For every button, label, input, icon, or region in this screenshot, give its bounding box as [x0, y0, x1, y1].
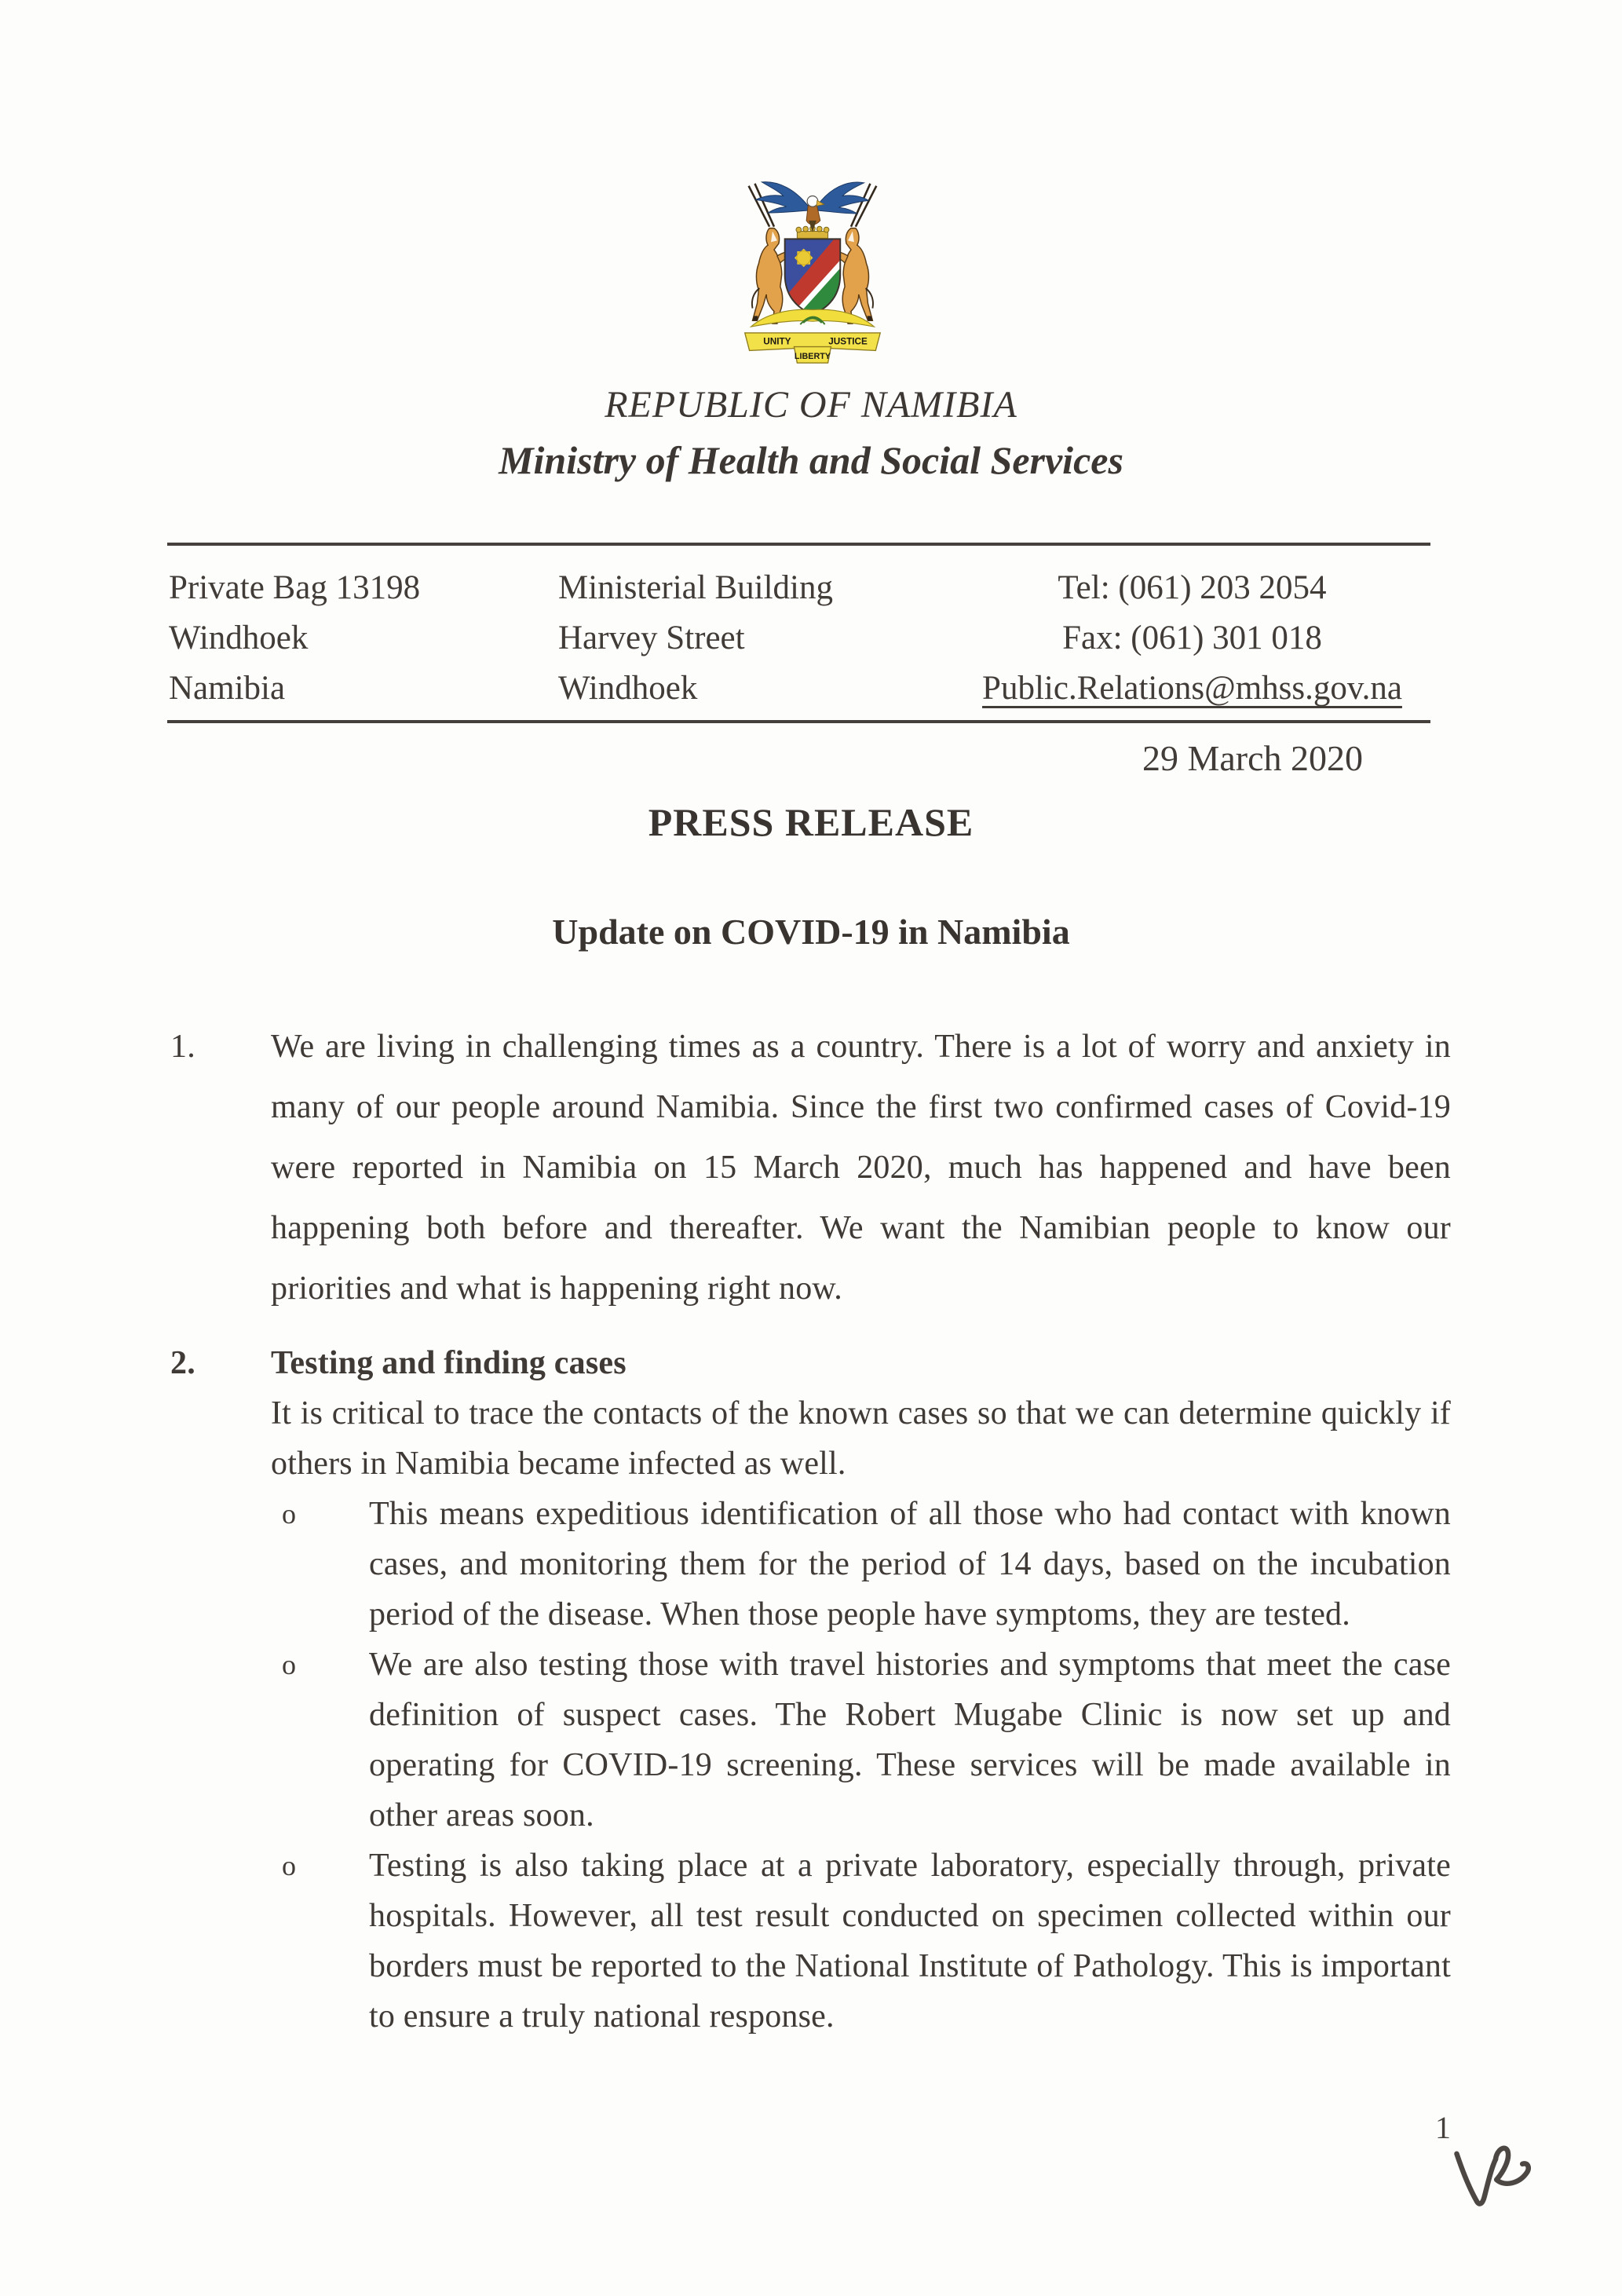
- numbered-section-2: [170, 1338, 1451, 2042]
- paragraph-text: We are living in challenging times as a country. There is a lot of worry and anxiety in many of our people around Namibia. Since the first two confirmed cases of Covid-19 were reported in Namibia on 15 March 2020, much has happened and have been happening both before and thereafter. We want the Namibian people to know our priorities and what is happening right now.: [271, 1029, 1451, 1307]
- fax-line: Fax: (061) 301 018: [1062, 620, 1322, 656]
- motto-banner: [745, 333, 880, 363]
- handwritten-initials: [1449, 2139, 1542, 2231]
- address-line: Private Bag 13198: [169, 569, 421, 606]
- postal-address: [169, 563, 558, 714]
- header-rule-top: [167, 543, 1430, 546]
- signature-icon: [1449, 2139, 1542, 2227]
- email-address: Public.Relations@mhss.gov.na: [982, 670, 1402, 707]
- document-subtitle: Update on COVID-19 in Namibia: [552, 912, 1070, 952]
- contact-block: [169, 563, 1429, 714]
- bullet-marker: o: [282, 1649, 297, 1680]
- tel-line: Tel: (061) 203 2054: [1058, 569, 1327, 606]
- ministry-title: Ministry of Health and Social Services: [499, 438, 1123, 482]
- page-number: 1: [1435, 2110, 1451, 2145]
- address-line: Ministerial Building: [558, 569, 833, 606]
- numbered-paragraph-1: [170, 1017, 1451, 1319]
- item-number: 2.: [170, 1345, 195, 1381]
- motto-liberty: LIBERTY: [794, 352, 831, 362]
- address-line: Namibia: [169, 670, 286, 707]
- bullet-item: [271, 1640, 1451, 1841]
- press-release-title: PRESS RELEASE: [648, 800, 974, 844]
- header-rule-bottom: [167, 720, 1430, 723]
- section-content: [271, 1338, 1451, 2042]
- motto-justice: JUSTICE: [828, 336, 868, 347]
- coat-of-arms: [734, 176, 888, 372]
- motto-unity: UNITY: [763, 336, 791, 347]
- section-heading: Testing and finding cases: [271, 1345, 627, 1381]
- address-line: Windhoek: [558, 670, 698, 707]
- coat-of-arms-icon: [734, 176, 888, 368]
- document-date: 29 March 2020: [1142, 738, 1363, 778]
- bullet-marker: o: [282, 1850, 297, 1881]
- bullet-text: We are also testing those with travel histories and symptoms that meet the case definition of suspect cases. The Robert Mugabe Clinic is now set up and operating for COVID-19 screening. These services will be made available in other areas soon.: [369, 1647, 1451, 1834]
- item-number: 1.: [170, 1029, 195, 1065]
- bullet-marker: o: [282, 1498, 297, 1530]
- street-address: [558, 563, 955, 714]
- bullet-item: [271, 1841, 1451, 2042]
- telecom-details: [955, 563, 1429, 714]
- bullet-text: This means expeditious identification of all those who had contact with known cases, and monitoring them for the period of 14 days, based on the incubation period of the disease. When those people have symptoms, they are tested.: [369, 1496, 1451, 1632]
- sun-icon: [795, 249, 813, 268]
- bullet-item: [271, 1489, 1451, 1640]
- document-body: [170, 1017, 1451, 2042]
- bullet-text: Testing is also taking place at a private laboratory, especially through, private hospitals. However, all test result conducted on specimen collected within our borders must be reported to the National Institute of Pathology. This is important to ensure a truly national response.: [369, 1848, 1451, 2035]
- address-line: Windhoek: [169, 620, 309, 656]
- address-line: Harvey Street: [558, 620, 745, 656]
- section-intro: It is critical to trace the contacts of the known cases so that we can determine quickly if others in Namibia became infected as well.: [271, 1395, 1451, 1482]
- republic-title: REPUBLIC OF NAMIBIA: [605, 384, 1017, 426]
